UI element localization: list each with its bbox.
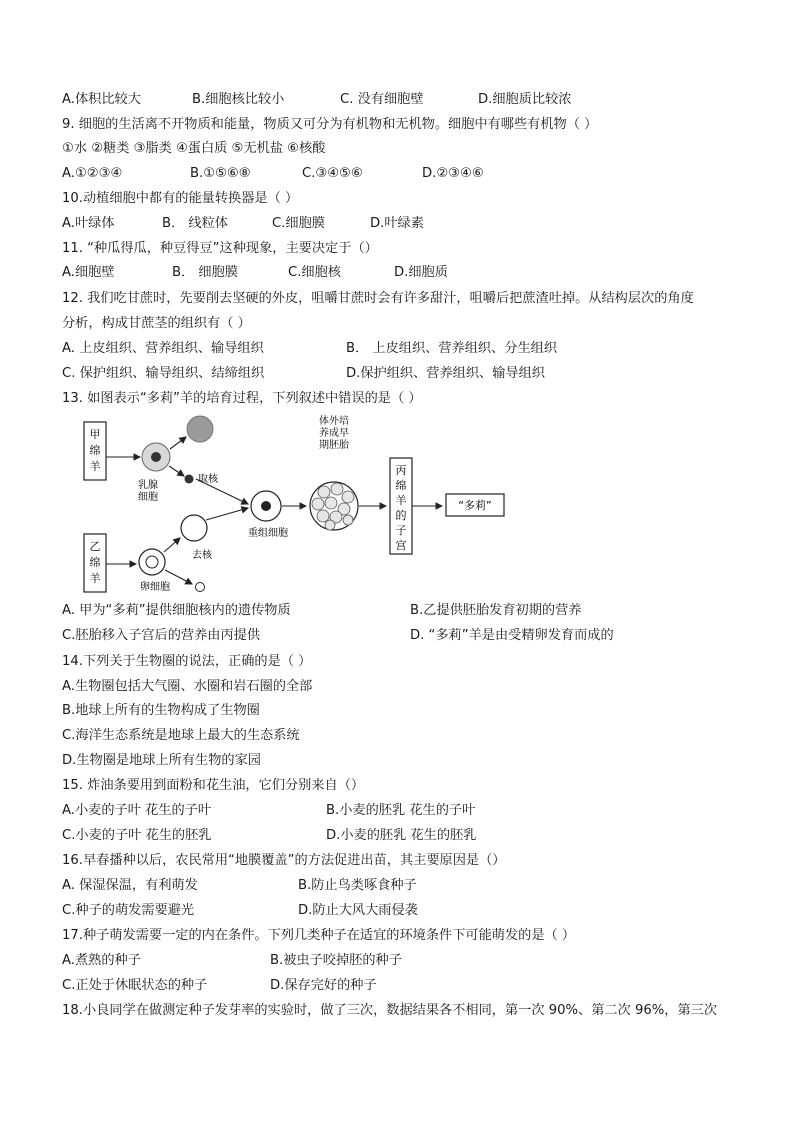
q8-option-b: B.细胞核比较小 xyxy=(192,92,285,107)
q15-option-d: D.小麦的胚乳 花生的胚乳 xyxy=(326,828,477,843)
recombined-cell-nucleus xyxy=(261,501,271,511)
q12-option-a: A. 上皮组织、营养组织、输导组织 xyxy=(62,341,264,356)
q17-option-b: B.被虫子咬掉胚的种子 xyxy=(270,953,402,968)
q11-option-c: C.细胞核 xyxy=(288,265,341,280)
q9-option-b: B.①⑤⑥⑧ xyxy=(190,166,251,181)
sheep-a-char-3: 羊 xyxy=(89,460,101,473)
embryo-label-2: 养成早 xyxy=(319,428,349,439)
q9-option-d: D.②③④⑥ xyxy=(422,166,484,181)
egg-cell-label: 卵细胞 xyxy=(140,582,170,593)
q8-option-d: D.细胞质比较浓 xyxy=(478,92,572,107)
sheep-c-char-1: 丙 xyxy=(395,464,407,477)
q13-option-c: C.胚胎移入子宫后的营养由丙提供 xyxy=(62,628,261,643)
q14-stem: 14.下列关于生物圈的说法，正确的是（ ） xyxy=(62,654,312,669)
q14-option-b: B.地球上所有的生物构成了生物圈 xyxy=(62,703,260,718)
sheep-c-char-3: 羊 xyxy=(395,494,407,507)
q13-stem: 13. 如图表示“多莉”羊的培育过程，下列叙述中错误的是（ ） xyxy=(62,391,422,406)
remove-nucleus-label: 去核 xyxy=(192,550,212,561)
q17-option-c: C.正处于休眠状态的种子 xyxy=(62,978,208,993)
q15-option-b: B.小麦的胚乳 花生的子叶 xyxy=(326,803,476,818)
sheep-c-char-4: 的 xyxy=(395,509,407,522)
sheep-b-char-3: 羊 xyxy=(89,572,101,585)
q10-option-b: B． 线粒体 xyxy=(162,216,228,231)
q16-option-d: D.防止大风大雨侵袭 xyxy=(298,903,418,918)
q8-option-c: C. 没有细胞壁 xyxy=(340,92,424,107)
q9-option-a: A.①②③④ xyxy=(62,166,123,181)
q15-option-a: A.小麦的子叶 花生的子叶 xyxy=(62,803,212,818)
sheep-b-char-2: 绵 xyxy=(89,556,101,569)
q10-option-d: D.叶绿素 xyxy=(370,216,424,231)
sheep-a-char-1: 甲 xyxy=(89,428,101,441)
q16-stem: 16.早春播种以后，农民常用“地膜覆盖”的方法促进出苗，其主要原因是（） xyxy=(62,853,506,868)
q13-option-d: D. “多莉”羊是由受精卵发育而成的 xyxy=(410,628,614,643)
q14-option-c: C.海洋生态系统是地球上最大的生态系统 xyxy=(62,728,300,743)
q13-option-b: B.乙提供胚胎发育初期的营养 xyxy=(410,603,582,618)
mammary-cell-nucleus xyxy=(151,452,161,462)
recombined-cell-label: 重组细胞 xyxy=(248,528,288,539)
q10-option-c: C.细胞膜 xyxy=(272,216,325,231)
q10-option-a: A.叶绿体 xyxy=(62,216,115,231)
q12-stem-line1: 12. 我们吃甘蔗时，先要削去坚硬的外皮，咀嚼甘蔗时会有许多甜汁，咀嚼后把蔗渣吐掉。从结构层次的角度 xyxy=(62,291,694,306)
q16-option-b: B.防止鸟类啄食种子 xyxy=(298,878,417,893)
mammary-cell-label-2: 细胞 xyxy=(138,492,158,503)
q15-stem: 15. 炸油条要用到面粉和花生油，它们分别来自（） xyxy=(62,778,365,793)
q12-stem-line2: 分析，构成甘蔗茎的组织有（ ） xyxy=(62,316,251,331)
q17-option-a: A.煮熟的种子 xyxy=(62,953,141,968)
q17-stem: 17.种子萌发需要一定的内在条件。下列几类种子在适宜的环境条件下可能萌发的是（ ） xyxy=(62,928,576,943)
enucleated-egg-cell xyxy=(181,515,207,541)
q10-stem: 10.动植细胞中都有的能量转换器是（ ） xyxy=(62,191,299,206)
sheep-c-char-5: 子 xyxy=(395,524,407,537)
q11-option-a: A.细胞壁 xyxy=(62,265,115,280)
q16-option-c: C.种子的萌发需要避光 xyxy=(62,903,195,918)
q12-option-c: C. 保护组织、输导组织、结缔组织 xyxy=(62,366,265,381)
donor-nucleus xyxy=(185,475,194,484)
q12-option-b: B． 上皮组织、营养组织、分生组织 xyxy=(346,341,558,356)
embryo-label-3: 期胚胎 xyxy=(319,440,349,451)
take-nucleus-label: 取核 xyxy=(198,474,218,485)
sheep-c-char-2: 绵 xyxy=(395,479,407,492)
q11-option-b: B． 细胞膜 xyxy=(172,265,238,280)
q14-option-d: D.生物圈是地球上所有生物的家园 xyxy=(62,753,261,768)
dolly-cloning-diagram xyxy=(80,412,520,597)
q14-option-a: A.生物圈包括大气圈、水圈和岩石圈的全部 xyxy=(62,679,313,694)
q9-items: ①水 ②糖类 ③脂类 ④蛋白质 ⑤无机盐 ⑥核酸 xyxy=(62,141,326,156)
q11-stem: 11. “种瓜得瓜，种豆得豆”这种现象，主要决定于（） xyxy=(62,241,378,256)
q18-stem: 18.小良同学在做测定种子发芽率的实验时，做了三次，数据结果各不相同，第一次 90%、第二次 96%，第三次 xyxy=(62,1003,718,1018)
dolly-label: “多莉” xyxy=(458,499,492,512)
embryo-label-1: 体外培 xyxy=(319,416,349,427)
enucleated-mammary-cell xyxy=(187,416,213,442)
q11-option-d: D.细胞质 xyxy=(394,265,448,280)
sheep-c-char-6: 宫 xyxy=(395,539,407,552)
q8-option-a: A.体积比较大 xyxy=(62,92,141,107)
q12-option-d: D.保护组织、营养组织、输导组织 xyxy=(346,366,545,381)
q15-option-c: C.小麦的子叶 花生的胚乳 xyxy=(62,828,212,843)
q17-option-d: D.保存完好的种子 xyxy=(270,978,377,993)
q13-option-a: A. 甲为“多莉”提供细胞核内的遗传物质 xyxy=(62,603,291,618)
removed-egg-nucleus xyxy=(196,583,205,592)
egg-cell-nucleus xyxy=(146,556,158,568)
q16-option-a: A. 保湿保温，有利萌发 xyxy=(62,878,198,893)
sheep-b-char-1: 乙 xyxy=(89,540,101,553)
q9-option-c: C.③④⑤⑥ xyxy=(302,166,363,181)
sheep-a-char-2: 绵 xyxy=(89,444,101,457)
q9-stem: 9. 细胞的生活离不开物质和能量，物质又可分为有机物和无机物。细胞中有哪些有机物（ ） xyxy=(62,117,598,132)
mammary-cell-label-1: 乳腺 xyxy=(138,480,158,491)
